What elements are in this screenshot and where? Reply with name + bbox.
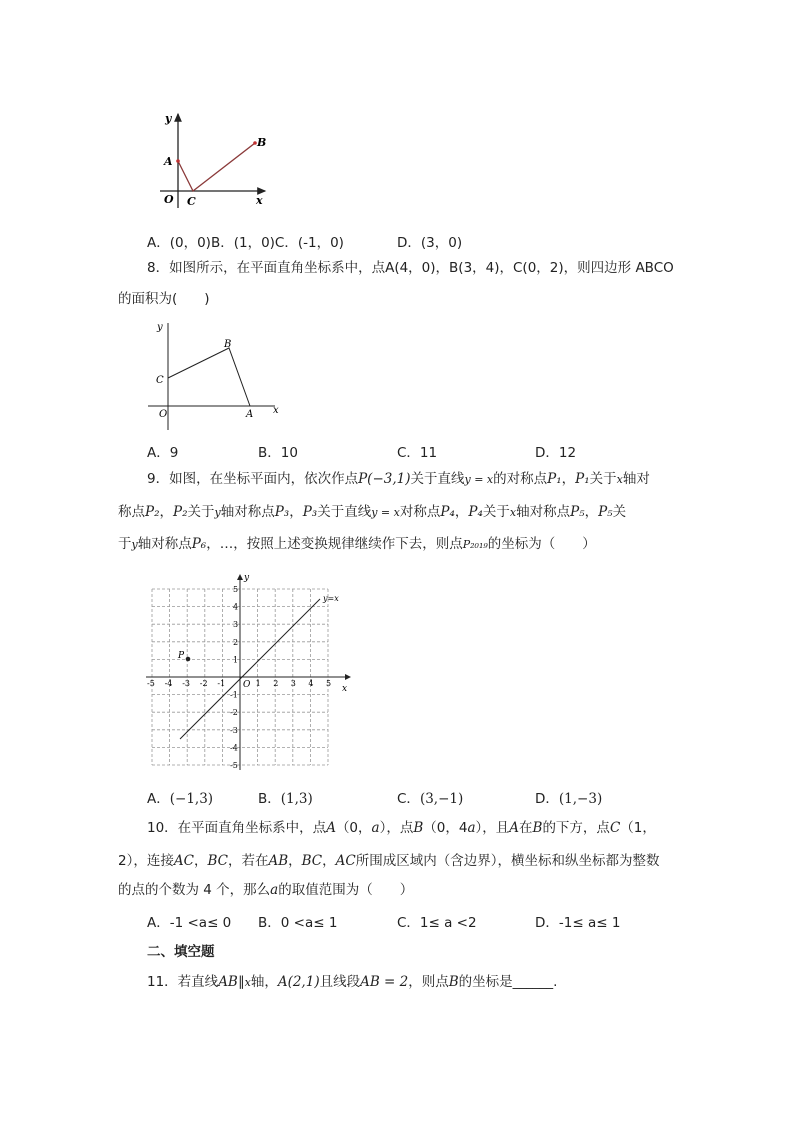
q8-label-c: C (156, 375, 164, 386)
q7-label-a: A (164, 155, 173, 168)
q9-y-tick-label: 5 (233, 585, 239, 594)
q7-option-d: D．(3，0) (397, 235, 463, 251)
q10-option-c: C．1≤ a <2 (397, 915, 477, 931)
q7-point-a (176, 159, 180, 163)
q9-y-tick-label: 2 (233, 637, 239, 647)
q8-option-b: B．10 (258, 445, 298, 461)
q9-x-arrow (345, 674, 351, 680)
q7-label-y: y (165, 112, 172, 125)
q8-stem-line1: 8．如图所示，在平面直角坐标系中，点A(4，0)，B(3，4)，C(0，2)，则四边形 ABCO (147, 260, 674, 276)
q9-y-tick-label: 3 (233, 620, 239, 630)
q11-stem: 11．若直线AB∥x轴，A(2,1)且线段AB = 2，则点B的坐标是______. (147, 974, 558, 990)
q9-point-p: P(−3,1) (358, 471, 411, 487)
q9-y-tick-label: -3 (230, 725, 238, 735)
q8-label-a: A (246, 409, 254, 420)
q8-option-a: A．9 (147, 445, 179, 461)
q10-stem-line3: 的点的个数为 4 个，那么a的取值范围为（ ） (118, 882, 414, 898)
q9-x-tick-label: -5 (147, 679, 155, 688)
q9-option-d: D．(1,−3) (535, 791, 603, 807)
q9-stem-line1: 9．如图，在坐标平面内，依次作点P(−3,1)关于直线y = x的对称点P₁，P₁关于x轴对 (147, 471, 650, 487)
q9-y-tick-label: -2 (230, 708, 238, 718)
q10-option-a: A．-1 <a≤ 0 (147, 915, 232, 931)
q9-x-tick-label: 2 (273, 679, 279, 688)
q8-label-o: O (159, 409, 168, 420)
q9-line-eq: y = x (464, 473, 494, 486)
q9-figure (140, 572, 360, 778)
q9-label-x: x (342, 684, 348, 694)
q8-label-x: x (273, 405, 279, 416)
q9-x-tick-label: 1 (255, 679, 261, 688)
q7-segment-acb (178, 143, 255, 191)
section-title-fill-in: 二、填空题 (147, 944, 215, 960)
q10-option-b: B．0 <a≤ 1 (258, 915, 338, 931)
q9-line-y-eq-x (180, 599, 320, 739)
q8-figure (145, 318, 285, 433)
q9-label-y: y (244, 573, 250, 583)
q8-option-c: C．11 (397, 445, 438, 461)
q8-option-d: D．12 (535, 445, 577, 461)
q9-label-o: O (243, 680, 251, 690)
q9-x-tick-label: 4 (308, 679, 314, 688)
q9-y-tick-label: 1 (233, 655, 239, 665)
q7-label-b: B (257, 136, 267, 149)
q8-label-b: B (224, 339, 232, 350)
q8-label-y: y (157, 322, 163, 333)
q9-y-tick-label: -4 (230, 743, 238, 753)
q9-label-line: y=x (323, 594, 339, 603)
q9-x-tick-label: -4 (164, 679, 173, 688)
q9-y-tick-label: -5 (230, 761, 238, 770)
q9-stem-line2: 称点P₂，P₂关于y轴对称点P₃，P₃关于直线y = x对称点P₄，P₄关于x轴对称点P₅，P₅关 (118, 504, 627, 520)
q8-quadrilateral (168, 348, 250, 406)
q9-x-tick-label: 5 (326, 679, 332, 688)
q7-label-o: O (164, 193, 174, 206)
q9-x-tick-label: -2 (199, 679, 208, 688)
q9-y-tick-label: -1 (230, 690, 238, 700)
q10-option-d: D．-1≤ a≤ 1 (535, 915, 621, 931)
q9-option-a: A．(−1,3) (147, 791, 214, 807)
q7-label-x: x (256, 194, 263, 207)
q7-options-abc: A．(0，0)B．(1，0)C．(-1，0) (147, 235, 344, 251)
q9-y-tick-label: 4 (233, 602, 239, 612)
q9-y-arrow (237, 574, 243, 580)
q9-x-tick-label: 3 (290, 679, 296, 688)
q9-label-p: P (178, 651, 185, 661)
q10-stem-line2: 2），连接AC，BC，若在AB，BC，AC所围成区域内（含边界），横坐标和纵坐标都为整数 (118, 853, 660, 869)
q10-stem-line1: 10．在平面直角坐标系中，点A（0，a），点B（0，4a），且A在B的下方，点C（1， (147, 820, 656, 836)
q7-figure (155, 108, 280, 213)
q7-label-c: C (187, 195, 196, 208)
q9-x-tick-label: -1 (217, 679, 226, 688)
q9-stem-line3: 于y轴对称点P₆，…，按照上述变换规律继续作下去，则点P₂₀₁₉的坐标为（ ） (118, 536, 596, 552)
q9-option-b: B．(1,3) (258, 791, 313, 807)
q8-stem-line2: 的面积为( ) (118, 291, 210, 307)
q9-x-tick-label: -3 (182, 679, 190, 688)
q9-point-p-dot (186, 657, 191, 662)
q9-option-c: C．(3,−1) (397, 791, 464, 807)
